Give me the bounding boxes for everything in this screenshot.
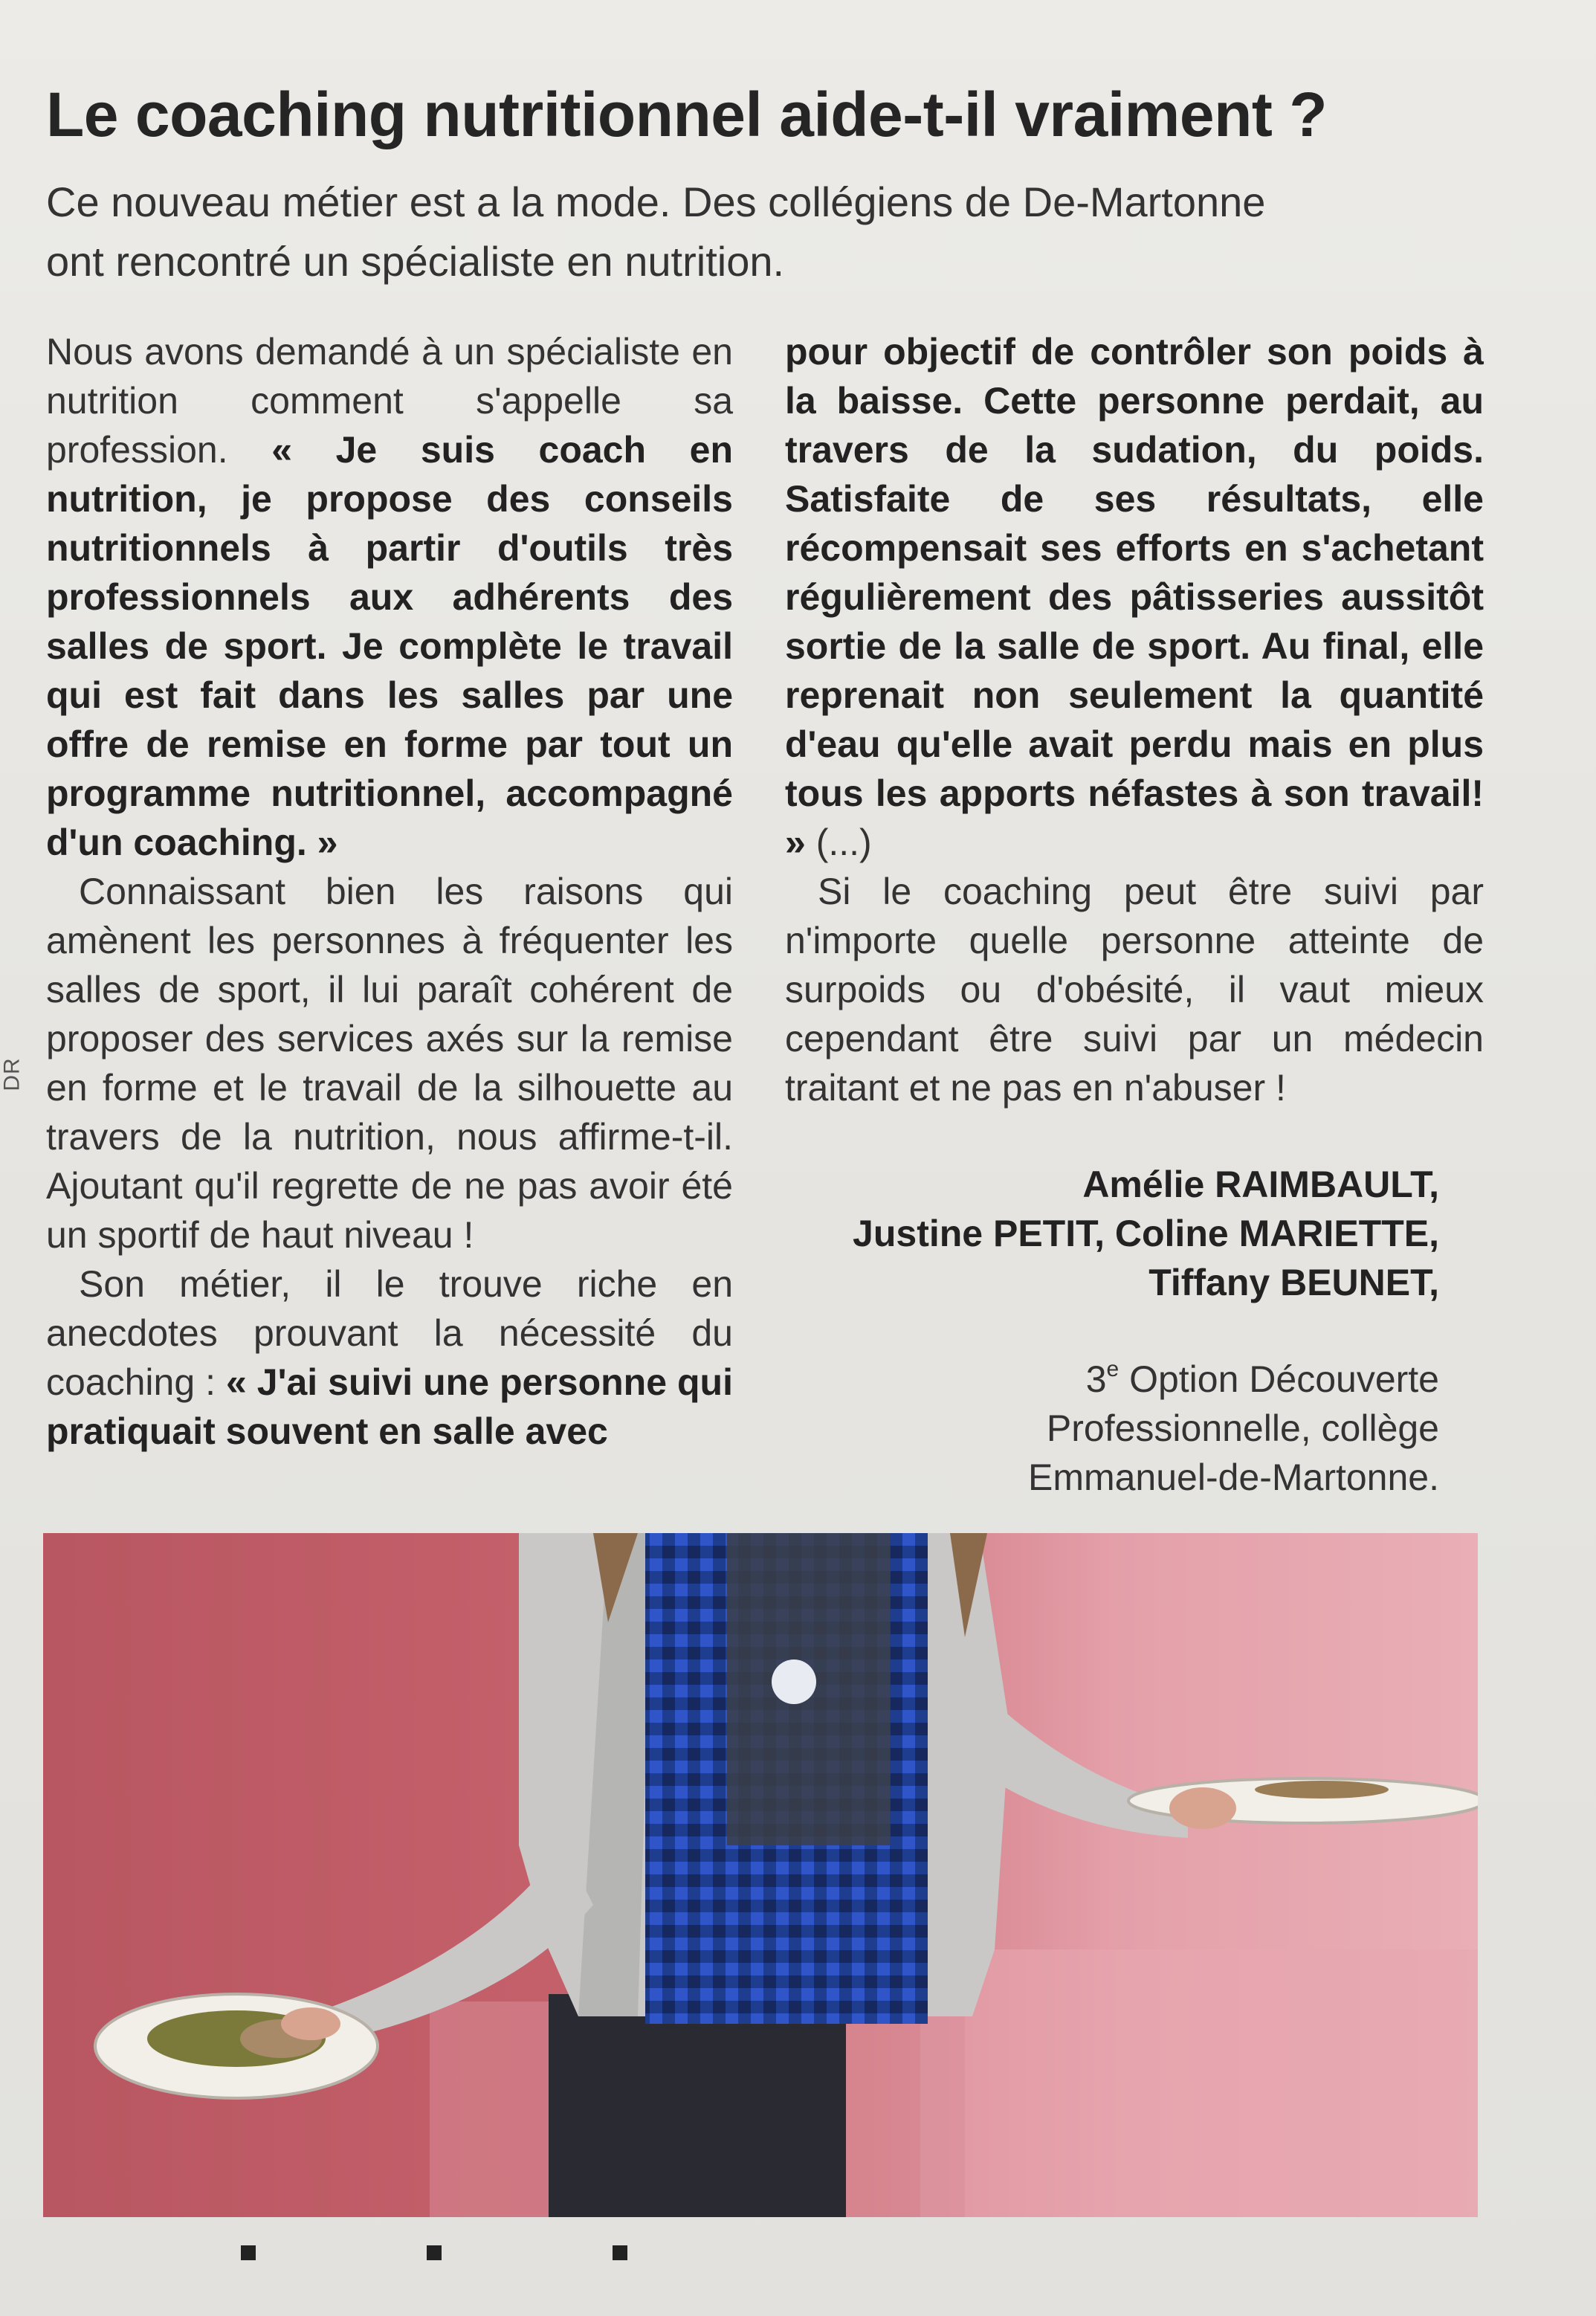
article-column-left (46, 327, 733, 1456)
affiliation-line-2: Professionnelle, collège (1046, 1407, 1439, 1449)
article-photo (43, 1533, 1478, 2217)
paragraph-4-tail: (...) (805, 822, 872, 863)
left-hand (281, 2007, 340, 2040)
signature-line-1: Amélie RAIMBAULT, (1082, 1164, 1439, 1205)
right-plate-crumbs (1255, 1781, 1389, 1799)
signature-line-2: Justine PETIT, Coline MARIETTE, (853, 1213, 1439, 1254)
author-affiliation (785, 1355, 1439, 1502)
paragraph-4-quote: pour objectif de contrôler son poids à la baisse. Cette personne perdait, au travers de la sudation, du poids. Satisfaite de ses résultats, elle récompensait ses efforts en s'achetant régulièrement des pâtisseries aussitôt sortie de la salle de sport. Au final, elle reprenait non seulement la quantité d'eau qu'elle avait perdu mais en plus tous les apports néfastes à son travail! » (785, 331, 1484, 863)
paragraph-3-quote: « J'ai suivi une personne qui pratiquait souvent en salle avec (46, 1361, 733, 1452)
bullet-mark (613, 2245, 627, 2260)
paragraph-5: Si le coaching peut être suivi par n'importe quelle personne atteinte de surpoids ou d'obésité, il vaut mieux cependant être suivi par un médecin traitant et ne pas en n'abuser ! (785, 871, 1484, 1109)
paragraph-3 (46, 1259, 733, 1456)
affiliation-line-1-rest: Option Découverte (1119, 1358, 1439, 1400)
paragraph-2: Connaissant bien les raisons qui amènent les personnes à fréquenter les salles de sport, il lui paraît cohérent de proposer des services axés sur la remise en forme et le travail de la silhouette au travers de la nutrition, nous affirme-t-il. Ajoutant qu'il regrette de ne pas avoir été un sportif de haut niveau ! (46, 871, 733, 1256)
affiliation-line-3: Emmanuel-de-Martonne. (1027, 1457, 1439, 1498)
photo-illustration (43, 1533, 1478, 2217)
right-hand (1169, 1787, 1236, 1829)
paragraph-1 (46, 327, 733, 867)
paragraph-1-quote: « Je suis coach en nutrition, je propose des conseils nutritionnels à partir d'outils très professionnels aux adhérents des salles de sport. Je complète le travail qui est fait dans les salles par une offre de remise en forme par tout un programme nutritionnel, accompagné d'un coaching. » (46, 429, 733, 863)
wall-panel (920, 1949, 1478, 2217)
signature-line-3: Tiffany BEUNET, (1148, 1262, 1439, 1303)
photo-credit: DR (0, 1057, 25, 1091)
bullet-mark (427, 2245, 442, 2260)
jeans (549, 1994, 846, 2217)
paragraph-1-intro: Nous avons demandé à un spécialiste en nutrition comment s'appelle sa profession. (46, 331, 733, 471)
page-bullets (0, 2245, 1596, 2268)
affiliation-line-1 (785, 1355, 1439, 1404)
grade-suffix: e (1106, 1357, 1120, 1381)
article-column-right (785, 327, 1484, 1112)
standfirst-line-1: Ce nouveau métier est a la mode. Des collégiens de De-Martonne (46, 178, 1266, 225)
standfirst-line-2: ont rencontré un spécialiste en nutrition. (46, 238, 785, 285)
paragraph-3-intro: Son métier, il le trouve riche en anecdotes prouvant la nécessité du coaching : (46, 1263, 733, 1403)
article-standfirst (46, 172, 1503, 291)
article-headline: Le coaching nutritionnel aide-t-il vraiment ? (46, 80, 1328, 149)
grade-number: 3 (1085, 1358, 1107, 1400)
bullet-mark (241, 2245, 256, 2260)
paragraph-4 (785, 327, 1484, 867)
shirt-flower (772, 1659, 816, 1704)
author-signature (785, 1160, 1439, 1307)
